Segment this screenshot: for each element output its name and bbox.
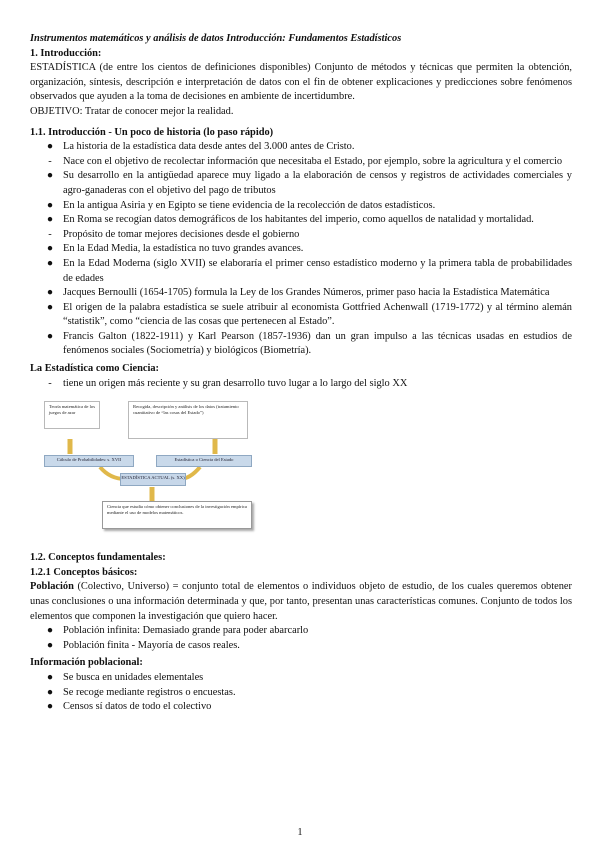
list-item	[30, 140, 572, 155]
list-item	[30, 169, 572, 198]
info-list	[30, 671, 572, 715]
poblacion-paragraph	[30, 580, 572, 624]
bullet-marker: ●	[46, 287, 54, 299]
list-item-text: En la antigua Asiria y en Egipto se tiene evidencia de la recolección de datos estadísticos.	[63, 199, 436, 211]
list-item	[30, 213, 572, 228]
diagram-box-data-collection: Recogida, descripción y análisis de los datos (tratamiento cuantitativo de “las cosas del Estado”)	[128, 401, 248, 439]
bullet-marker: ●	[46, 170, 54, 182]
list-item	[30, 671, 572, 686]
list-item-text: La historia de la estadística data desde antes del 3.000 antes de Cristo.	[63, 141, 355, 153]
diagram-box-games-of-chance: Teoría matemática de los juegos de azar	[44, 401, 100, 429]
list-item-text: Propósito de tomar mejores decisiones desde el gobierno	[63, 228, 300, 240]
bullet-marker: ●	[46, 301, 54, 313]
list-item-text: Nace con el objetivo de recolectar información que necesitaba el Estado, por ejemplo, sobre la agricultura y el comercio	[63, 155, 563, 167]
info-heading: Información poblacional:	[30, 657, 143, 669]
bullet-marker: ●	[46, 639, 54, 651]
diagram-box-definition: Ciencia que estudia cómo obtener conclusiones de la investigación empírica mediante el uso de modelos matemáticos.	[102, 501, 252, 529]
list-item-text: Jacques Bernoulli (1654-1705) formula la Ley de los Grandes Números, primer paso hacia la Estadística Matemática	[63, 287, 550, 299]
poblacion-term: Población	[30, 581, 74, 593]
list-item	[30, 242, 572, 257]
bullet-marker: ●	[46, 686, 54, 698]
bullet-marker: ●	[46, 243, 54, 255]
list-item	[30, 155, 572, 170]
list-item-text: Su desarrollo en la antigüedad aparece muy ligado a la elaboración de censos y registros de actividades comerciales y agro-ganaderas con el objetivo del pago de tributos	[63, 170, 572, 196]
list-item	[30, 330, 572, 359]
section-1-1-heading: 1.1. Introducción - Un poco de historia (lo paso rápido)	[30, 126, 274, 138]
list-item	[30, 639, 572, 654]
statistics-origin-diagram	[40, 399, 252, 539]
list-item-text: Se recoge mediante registros o encuestas.	[63, 686, 236, 698]
document-page	[30, 32, 572, 715]
science-list	[30, 377, 572, 392]
section-1-2-heading: 1.2. Conceptos fundamentales:	[30, 552, 166, 564]
diagram-bar-modern-statistics: ESTADÍSTICA ACTUAL (s. XX)	[120, 473, 186, 486]
objective-text: OBJETIVO: Tratar de conocer mejor la realidad.	[30, 105, 234, 117]
list-item	[30, 286, 572, 301]
list-item-text: Francis Galton (1822-1911) y Karl Pearson (1857-1936) dan un gran impulso a las técnicas usadas en estudios de fenómenos sociales (Sociometría) y biológicos (Biometría).	[63, 330, 572, 357]
bullet-marker: -	[48, 377, 52, 389]
list-item-text: En la Edad Moderna (siglo XVII) se elaboraría el primer censo estadístico moderno y la primera tabla de probabilidades de edades	[63, 257, 572, 284]
list-item-text: En Roma se recogían datos demográficos de los habitantes del imperio, como aquellos de natalidad y mortalidad.	[63, 214, 534, 226]
list-item	[30, 377, 572, 392]
list-item-text: Población infinita: Demasiado grande para poder abarcarlo	[63, 625, 309, 637]
list-item	[30, 257, 572, 286]
bullet-marker: ●	[46, 257, 54, 269]
bullet-marker: ●	[46, 199, 54, 211]
poblacion-list	[30, 624, 572, 653]
diagram-bar-probability: Cálculo de Probabilidades: s. XVII	[44, 455, 134, 467]
bullet-marker: ●	[46, 625, 54, 637]
history-list	[30, 140, 572, 359]
list-item-text: El origen de la palabra estadística se suele atribuir al economista Gottfried Achenwall (1719-1772) y al término alemán “statistik”, como “ciencia de las cosas que pertenecen al Estado”.	[63, 301, 572, 328]
bullet-marker: ●	[46, 672, 54, 683]
list-item	[30, 301, 572, 330]
bullet-marker: ●	[46, 141, 54, 153]
list-item-text: Censos sí datos de todo el colectivo	[63, 701, 212, 713]
list-item-text: En la Edad Media, la estadística no tuvo grandes avances.	[63, 243, 304, 255]
bullet-marker: ●	[46, 330, 54, 342]
list-item-text: Población finita - Mayoría de casos reales.	[63, 639, 240, 651]
science-heading: La Estadística como Ciencia:	[30, 363, 160, 375]
page-number: 1	[297, 827, 303, 838]
list-item-text: Se busca en unidades elementales	[63, 672, 204, 683]
list-item-text: tiene un origen más reciente y su gran desarrollo tuvo lugar a lo largo del siglo XX	[63, 377, 408, 389]
intro-paragraph: ESTADÍSTICA (de entre los cientos de definiciones disponibles) Conjunto de métodos y técnicas que permiten la obtención, organización, síntesis, descripción e interpretación de datos con el fin de obtener explicaciones y predicciones sobre fenómenos observados que ayuden a la toma de decisiones en ambiente de incertidumbre.	[30, 62, 572, 103]
bullet-marker: ●	[46, 214, 54, 226]
document-title: Instrumentos matemáticos y análisis de datos Introducción: Fundamentos Estadísticos	[30, 33, 402, 44]
poblacion-definition: (Colectivo, Universo) = conjunto total de elementos o individuos objeto de estudio, de los cuales queremos obtener unas conclusiones o una información determinada y que, por tanto, presentan unas características comunes. Conjunto de todos los elementos que componen la investigación que quiero hacer.	[30, 581, 572, 622]
section-1-heading: 1. Introducción:	[30, 47, 102, 59]
bullet-marker: ●	[46, 701, 54, 713]
section-1-2-1-heading: 1.2.1 Conceptos básicos:	[30, 566, 138, 578]
bullet-marker: -	[48, 228, 52, 240]
list-item	[30, 686, 572, 701]
diagram-bar-state-science: Estadística o Ciencia del Estado	[156, 455, 252, 467]
bullet-marker: -	[48, 155, 52, 167]
list-item	[30, 700, 572, 715]
list-item	[30, 624, 572, 639]
list-item	[30, 228, 572, 243]
list-item	[30, 199, 572, 214]
